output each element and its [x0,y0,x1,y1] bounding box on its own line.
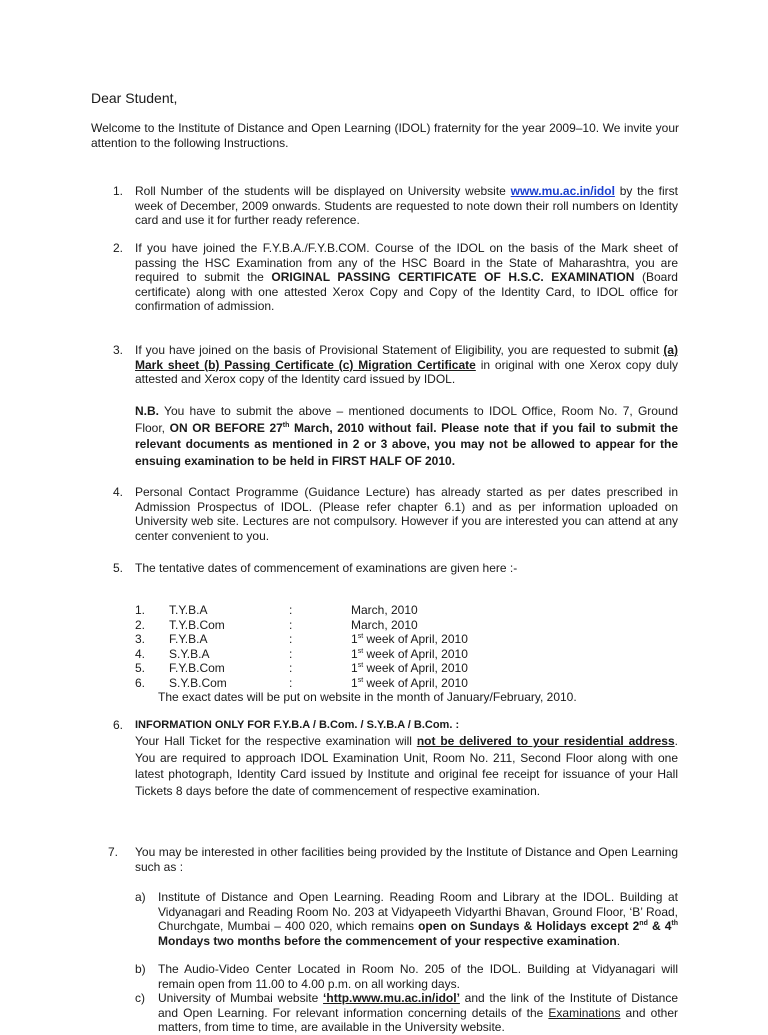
item-3-text-start: If you have joined on the basis of Provisional Statement of Eligibility, you are requested to submit [135,343,664,357]
course-name: T.Y.B.A [169,603,208,617]
item-2-text [135,241,678,314]
table-row [135,676,468,691]
sub-c-label: c) [135,991,145,1005]
date-text: week of April, 2010 [363,646,468,661]
sub-b-label: b) [135,962,146,976]
date-prefix: 1 [351,632,358,646]
sub-a-text-start: Institute of Distance and Open Learning. Reading Room and Library at the IDOL. Building at Vidyanagari and Reading Room No. 203 at Vidyapeeth Vidyarthi Bhavan, Ground Floor, ‘B’ Road, Churchgate, Mumbai – 400 020, which remains [158,890,678,933]
item-3-documents: (a) Mark sheet (b) Passing Certificate (c) Migration Certificate [135,343,678,372]
item-2-text-end: (Board certificate) along with one attested Xerox Copy and Copy of the Identity Card, to IDOL office for confirmation of admission. [135,270,678,313]
exam-date [351,647,468,662]
item-3-text-end: in original with one Xerox copy duly attested and Xerox copy of the Identity card issued by IDOL. [135,357,679,386]
row-number: 4. [135,646,146,661]
sub-a-sup-2: th [671,920,678,927]
date-sup: st [357,647,364,655]
item-2-number: 2. [113,241,124,255]
item-1-text [135,184,678,228]
row-number: 3. [135,632,146,646]
exam-date [351,676,468,691]
separator: : [289,661,293,675]
item-6-text-end: . You are required to approach IDOL Examination Unit, Room No. 211, Second Floor along with one latest photograph, Identity Card issued by Institute and original fee receipt for issuance of your Hall Tickets 8 days before the date of commencement of respective examination. [135,734,678,798]
nb-deadline-sup: th [282,421,290,429]
date-sup: st [357,633,364,640]
date-prefix: 1 [351,675,358,690]
sub-b-text: The Audio-Video Center Located in Room No. 205 of the IDOL. Building at Vidyanagari will remain open from 11.00 to 4.00 p.m. on all working days. [158,962,678,991]
sub-a-label: a) [135,890,146,904]
course-name: S.Y.B.Com [169,675,227,690]
date-text: week of April, 2010 [363,632,468,646]
table-row [135,632,468,647]
sub-c-text-middle: and the link of the Institute of Distance and Open Learning. For relevant information concerning details of the [158,991,678,1020]
course-name: F.Y.B.Com [169,661,225,675]
item-7-number: 7. [108,845,119,859]
nb-text: You have to submit the above – mentioned documents to IDOL Office, Room No. 7, Ground Floor, [135,404,678,435]
separator: : [289,675,293,690]
item-6-text [135,733,678,799]
table-row [135,618,468,633]
item-6-text-start: Your Hall Ticket for the respective examination will [135,734,417,748]
sub-a-text-end: . [616,933,621,948]
row-number: 6. [135,675,146,690]
date-sup: st [357,676,364,684]
exam-dates-table [135,603,468,690]
sub-c-text-start: University of Mumbai website [158,991,324,1005]
nb-label: N.B. [135,404,159,418]
item-3-text [135,343,678,387]
separator: : [289,603,293,617]
examinations-underlined: Examinations [548,1005,621,1020]
greeting: Dear Student, [91,90,178,106]
item-3-number: 3. [113,343,124,357]
date-text: week of April, 2010 [363,661,468,675]
item-2-bold: ORIGINAL PASSING CERTIFICATE OF H.S.C. EXAMINATION [271,270,635,284]
separator: : [289,617,293,632]
table-row [135,647,468,662]
item-4-text: Personal Contact Programme (Guidance Lecture) has already started as per dates prescribed in Admission Prospectus of IDOL. (Please refer chapter 6.1) and as per information uploaded on University web site. Lectures are not compulsory. However if you are interested you can attend at any center convenient to you. [135,485,678,543]
date-prefix: 1 [351,661,358,675]
sub-c-text [158,991,678,1035]
exam-date [351,661,468,676]
item-6-number: 6. [113,718,124,732]
date-prefix: 1 [351,646,358,661]
date-text: March, 2010 [351,603,418,617]
course-name: F.Y.B.A [169,632,208,646]
sub-a-bold-1: open on Sundays & Holidays except 2 [418,919,640,933]
exam-date [351,632,468,647]
separator: : [289,632,293,646]
nb-deadline: ON OR BEFORE 27 [169,420,283,435]
exam-date [351,618,418,633]
item-7-text: You may be interested in other facilities being provided by the Institute of Distance and Open Learning such as : [135,845,678,874]
item-6-heading: INFORMATION ONLY FOR F.Y.B.A / B.Com. / S.Y.B.A / B.Com. : [135,719,460,731]
course-name: S.Y.B.A [169,646,210,661]
sub-a-sup-1: nd [639,920,648,927]
table-row [135,603,468,618]
date-text: week of April, 2010 [363,675,468,690]
exam-date [351,603,418,618]
nb-warning: March, 2010 without fail. Please note that if you fail to submit the relevant documents as mentioned in 2 or 3 above, you may not be allowed to appear for the ensuing examination to be held in FIRST HALF OF 2010. [135,420,678,468]
item-1-text-end: by the first week of December, 2009 onwards. Students are requested to note down their roll numbers on Identity card and use it for further ready reference. [135,184,678,227]
row-number: 1. [135,603,146,617]
row-number: 5. [135,661,146,675]
exam-dates-note: The exact dates will be put on website in the month of January/February, 2010. [158,690,577,704]
item-1-number: 1. [113,184,124,198]
course-name: T.Y.B.Com [169,617,225,632]
row-number: 2. [135,617,146,632]
separator: : [289,646,293,661]
sub-a-text [158,890,678,948]
item-1-text-start: Roll Number of the students will be displayed on University website [135,184,511,198]
intro-paragraph: Welcome to the Institute of Distance and Open Learning (IDOL) fraternity for the year 2009–10. We invite your attention to the following Instructions. [91,121,679,150]
item-2-text-start: If you have joined the F.Y.B.A./F.Y.B.COM. Course of the IDOL on the basis of the Mark sheet of passing the HSC Examination from any of the HSC Board in the State of Maharashtra, you are required to submit the [135,241,678,284]
idol-website-link[interactable]: ‘http.www.mu.ac.in/idol’ [323,991,460,1005]
website-link[interactable]: www.mu.ac.in/idol [510,184,615,198]
table-row [135,661,468,676]
item-4-number: 4. [113,485,124,499]
sub-a-bold-3: Mondays two months before the commencement of your respective examination [158,933,617,948]
item-5-number: 5. [113,561,124,575]
item-6-bold: not be delivered to your residential address [416,734,675,748]
sub-c-text-end: and other matters, from time to time, are available in the University website. [158,1005,678,1034]
sub-a-bold-2: & 4 [647,919,672,933]
item-5-text: The tentative dates of commencement of examinations are given here :- [135,561,518,575]
nb-paragraph [135,403,678,469]
date-sup: st [357,662,364,669]
date-text: March, 2010 [351,617,418,632]
